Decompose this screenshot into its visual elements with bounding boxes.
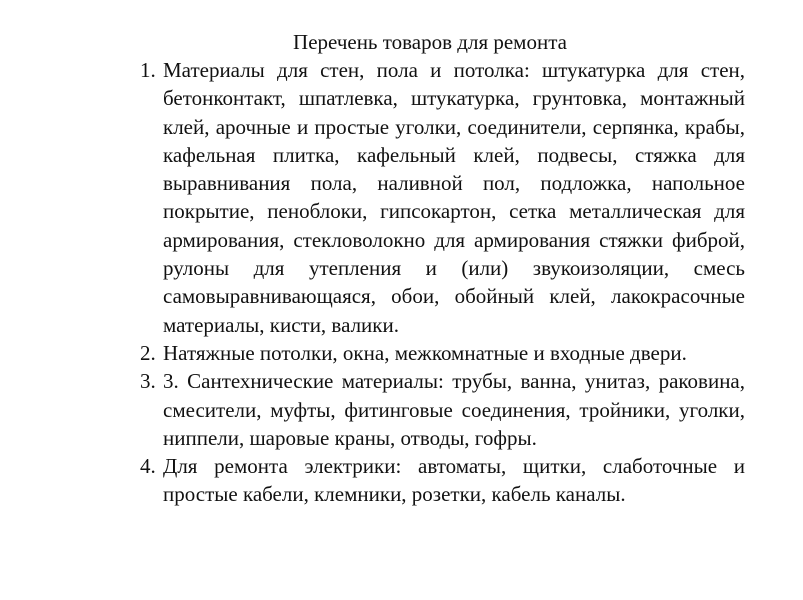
list-item-1 [140, 56, 745, 339]
list-item-4 [140, 452, 745, 509]
list-item-number: 1. [140, 58, 156, 82]
list-item-number: 4. [140, 454, 156, 479]
product-list [140, 56, 745, 509]
list-item-number: 2. [140, 340, 156, 365]
list-item-2 [140, 339, 745, 367]
list-item-text: Натяжные потолки, окна, межкомнатные и входные двери. [163, 340, 687, 365]
list-item-text: Для ремонта электрики: автоматы, щитки, слаботочные и простые кабели, клемники, розетки, кабель каналы. [163, 454, 745, 507]
list-item-3 [140, 367, 745, 452]
document-title: Перечень товаров для ремонта [293, 30, 567, 54]
list-item-number: 3. [140, 369, 156, 394]
list-item-text: 3. Сантехнические материалы: трубы, ванна, унитаз, раковина, смесители, муфты, фитинговые соединения, тройники, уголки, ниппели, шаровые краны, отводы, гофры. [163, 369, 745, 450]
list-item-text: Материалы для стен, пола и потолка: штукатурка для стен, бетонконтакт, шпатлевка, штукатурка, грунтовка, монтажный клей, арочные и простые уголки, соединители, серпянка, крабы, кафельная плитка, кафельный клей, подвесы, стяжка для выравнивания пола, наливной пол, подложка, напольное покрытие, пеноблоки, гипсокартон, сетка металлическая для армирования, стекловолокно для армирования стяжки фиброй, рулоны для утепления и (или) звукоизоляции, смесь самовыравнивающаяся, обои, обойный клей, лакокрасочные материалы, кисти, валики. [163, 58, 745, 337]
